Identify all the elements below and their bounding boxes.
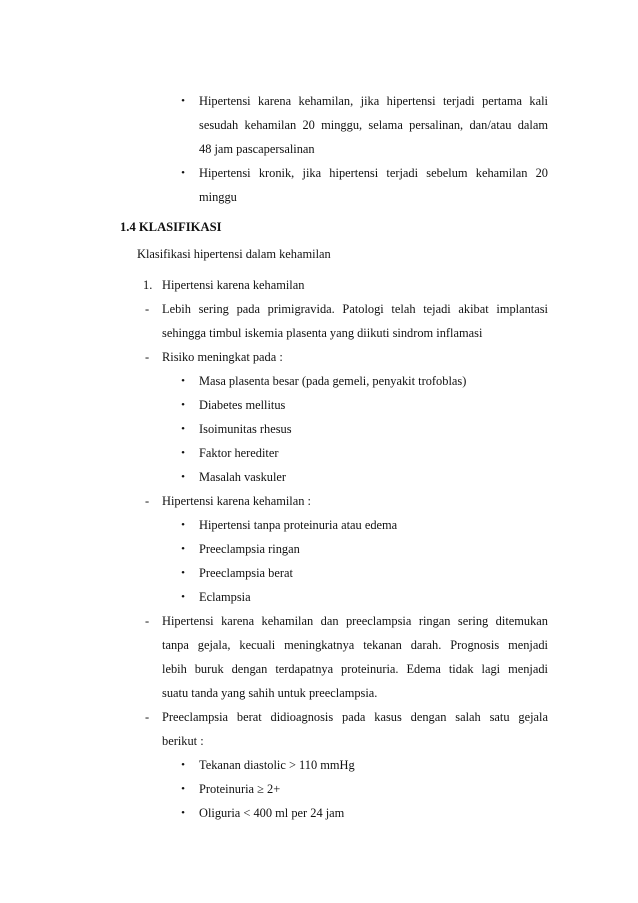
- bullet-marker: •: [181, 807, 185, 819]
- intro-bullet-1-line-1: Hipertensi karena kehamilan, jika hipertensi terjadi pertama kali: [199, 94, 548, 108]
- bullet-marker: •: [181, 423, 185, 435]
- bullet-marker: •: [181, 95, 185, 107]
- bullet-marker: •: [181, 759, 185, 771]
- dash-item-4-line-4: suatu tanda yang sahih untuk preeclampsia.: [162, 686, 378, 700]
- severe-bullet-1: Tekanan diastolic > 110 mmHg: [199, 758, 355, 772]
- type-bullet-3: Preeclampsia berat: [199, 566, 293, 580]
- bullet-marker: •: [181, 167, 185, 179]
- type-bullet-4: Eclampsia: [199, 590, 251, 604]
- dash-item-1-line-2: sehingga timbul iskemia plasenta yang diikuti sindrom inflamasi: [162, 326, 483, 340]
- risk-bullet-5: Masalah vaskuler: [199, 470, 287, 484]
- intro-bullet-1-line-2: sesudah kehamilan 20 minggu, selama persalinan, dan/atau dalam: [199, 118, 548, 132]
- type-bullet-1: Hipertensi tanpa proteinuria atau edema: [199, 518, 398, 532]
- item-number: 1.: [143, 278, 153, 292]
- dash-item-5-line-2: berikut :: [162, 734, 204, 748]
- bullet-marker: •: [181, 783, 185, 795]
- dash-item-1-line-1: Lebih sering pada primigravida. Patologi telah tejadi akibat implantasi: [162, 302, 548, 316]
- dash-item-2-line-1: Risiko meningkat pada :: [162, 350, 283, 364]
- intro-bullet-1-line-3: 48 jam pascapersalinan: [199, 142, 315, 156]
- bullet-marker: •: [181, 543, 185, 555]
- section-subtitle: Klasifikasi hipertensi dalam kehamilan: [137, 247, 331, 261]
- risk-bullet-3: Isoimunitas rhesus: [199, 422, 292, 436]
- dash-marker: -: [145, 710, 150, 724]
- section-heading: 1.4 KLASIFIKASI: [120, 220, 222, 234]
- intro-bullet-2-line-1: Hipertensi kronik, jika hipertensi terjadi sebelum kehamilan 20: [199, 166, 548, 180]
- severe-bullet-3: Oliguria < 400 ml per 24 jam: [199, 806, 345, 820]
- bullet-marker: •: [181, 375, 185, 387]
- bullet-marker: •: [181, 471, 185, 483]
- dash-item-5-line-1: Preeclampsia berat didioagnosis pada kasus dengan salah satu gejala: [162, 710, 548, 724]
- risk-bullet-2: Diabetes mellitus: [199, 398, 286, 412]
- dash-item-3-line-1: Hipertensi karena kehamilan :: [162, 494, 311, 508]
- dash-item-4-line-1: Hipertensi karena kehamilan dan preeclampsia ringan sering ditemukan: [162, 614, 548, 628]
- dash-marker: -: [145, 614, 150, 628]
- bullet-marker: •: [181, 519, 185, 531]
- bullet-marker: •: [181, 447, 185, 459]
- risk-bullet-1: Masa plasenta besar (pada gemeli, penyakit trofoblas): [199, 374, 467, 388]
- dash-marker: -: [145, 494, 150, 508]
- item-title: Hipertensi karena kehamilan: [162, 278, 305, 292]
- dash-marker: -: [145, 350, 150, 364]
- bullet-marker: •: [181, 591, 185, 603]
- bullet-marker: •: [181, 567, 185, 579]
- dash-item-4-line-3: lebih buruk dengan terdapatnya proteinuria. Edema tidak lagi menjadi: [162, 662, 548, 676]
- risk-bullet-4: Faktor herediter: [199, 446, 279, 460]
- severe-bullet-2: Proteinuria ≥ 2+: [199, 782, 281, 796]
- bullet-marker: •: [181, 399, 185, 411]
- type-bullet-2: Preeclampsia ringan: [199, 542, 300, 556]
- dash-item-4-line-2: tanpa gejala, kecuali meningkatnya tekanan darah. Prognosis menjadi: [162, 638, 548, 652]
- dash-marker: -: [145, 302, 150, 316]
- intro-bullet-2-line-2: minggu: [199, 190, 237, 204]
